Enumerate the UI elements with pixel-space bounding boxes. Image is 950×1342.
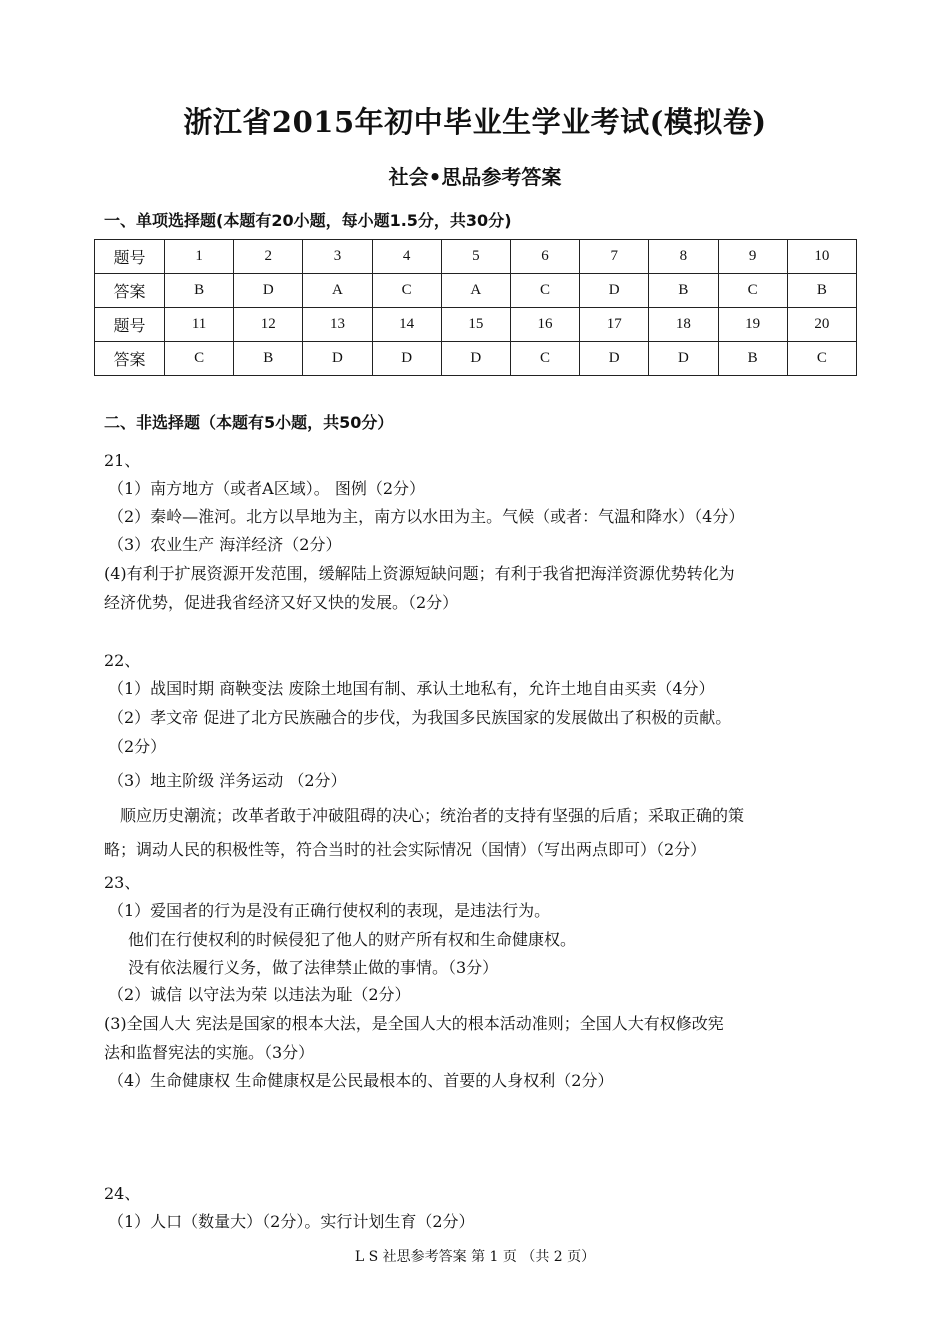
table-cell: C [787, 342, 856, 376]
q22-line-4: （3）地主阶级 洋务运动 （2分） [108, 771, 347, 790]
q24-number: 24、 [104, 1184, 141, 1203]
q24-line-1: （1）人口（数量大）（2分）。实行计划生育（2分） [108, 1212, 475, 1231]
section1-heading: 一、单项选择题(本题有20小题，每小题1.5分，共30分) [104, 211, 512, 230]
answer-table [94, 239, 857, 376]
q22-line-3: （2分） [108, 737, 167, 756]
table-cell: C [372, 274, 441, 308]
q23-line-2: 他们在行使权利的时候侵犯了他人的财产所有权和生命健康权。 [128, 930, 577, 949]
table-cell: 19 [718, 308, 787, 342]
table-cell: 12 [234, 308, 303, 342]
row-header-cell: 题号 [95, 308, 165, 342]
table-cell: B [718, 342, 787, 376]
table-cell: 7 [580, 240, 649, 274]
table-cell: D [649, 342, 718, 376]
table-cell: 15 [441, 308, 510, 342]
row-header-cell: 答案 [95, 274, 165, 308]
table-cell: A [303, 274, 372, 308]
table-cell: 2 [234, 240, 303, 274]
table-cell: 3 [303, 240, 372, 274]
table-cell: 9 [718, 240, 787, 274]
q21-line-1: （1）南方地方（或者A区域）。 图例（2分） [108, 479, 426, 498]
table-cell: 10 [787, 240, 856, 274]
table-row [95, 308, 857, 342]
table-cell: 8 [649, 240, 718, 274]
section2-heading: 二、非选择题（本题有5小题，共50分） [104, 413, 394, 432]
q23-number: 23、 [104, 873, 141, 892]
table-cell: 1 [165, 240, 234, 274]
table-cell: 11 [165, 308, 234, 342]
table-cell: 16 [510, 308, 579, 342]
table-cell: 17 [580, 308, 649, 342]
table-cell: A [441, 274, 510, 308]
table-cell: B [165, 274, 234, 308]
table-cell: B [649, 274, 718, 308]
table-cell: C [165, 342, 234, 376]
table-cell: B [234, 342, 303, 376]
q22-line-2: （2）孝文帝 促进了北方民族融合的步伐，为我国多民族国家的发展做出了积极的贡献。 [108, 708, 732, 727]
row-header-cell: 答案 [95, 342, 165, 376]
table-cell: 18 [649, 308, 718, 342]
table-cell: D [303, 342, 372, 376]
table-cell: 5 [441, 240, 510, 274]
page-title: 浙江省2015年初中毕业生学业考试(模拟卷) [183, 105, 767, 139]
table-cell: C [510, 342, 579, 376]
row-header-cell: 题号 [95, 240, 165, 274]
q22-line-1: （1）战国时期 商鞅变法 废除土地国有制、承认土地私有，允许土地自由买卖（4分） [108, 679, 715, 698]
q23-line-4: （2）诚信 以守法为荣 以违法为耻（2分） [108, 985, 411, 1004]
q23-line-7: （4）生命健康权 生命健康权是公民最根本的、首要的人身权利（2分） [108, 1071, 614, 1090]
table-cell: C [510, 274, 579, 308]
q21-line-4: (4)有利于扩展资源开发范围，缓解陆上资源短缺问题；有利于我省把海洋资源优势转化为 [104, 564, 735, 583]
q22-line-6: 略；调动人民的积极性等，符合当时的社会实际情况（国情）（写出两点即可）（2分） [104, 840, 707, 859]
q23-line-6: 法和监督宪法的实施。（3分） [104, 1043, 315, 1062]
table-cell: D [580, 274, 649, 308]
page-footer: L S 社思参考答案 第 1 页 （共 2 页） [354, 1249, 596, 1265]
table-cell: D [372, 342, 441, 376]
q21-line-2: （2）秦岭—淮河。北方以旱地为主，南方以水田为主。气候（或者：气温和降水）（4分） [108, 507, 745, 526]
table-row [95, 274, 857, 308]
table-cell: D [441, 342, 510, 376]
q22-line-5: 顺应历史潮流；改革者敢于冲破阻碍的决心；统治者的支持有坚强的后盾；采取正确的策 [120, 806, 745, 825]
table-cell: D [580, 342, 649, 376]
table-cell: 13 [303, 308, 372, 342]
table-cell: 6 [510, 240, 579, 274]
table-cell: B [787, 274, 856, 308]
q21-line-3: （3）农业生产 海洋经济（2分） [108, 535, 342, 554]
table-cell: 20 [787, 308, 856, 342]
page-subtitle: 社会•思品参考答案 [388, 165, 562, 189]
q23-line-3: 没有依法履行义务，做了法律禁止做的事情。（3分） [128, 958, 499, 977]
table-cell: D [234, 274, 303, 308]
table-cell: 14 [372, 308, 441, 342]
table-cell: C [718, 274, 787, 308]
q22-number: 22、 [104, 651, 141, 670]
q21-number: 21、 [104, 451, 141, 470]
q23-line-1: （1）爱国者的行为是没有正确行使权利的表现，是违法行为。 [108, 901, 551, 920]
table-row [95, 342, 857, 376]
table-cell: 4 [372, 240, 441, 274]
q21-line-5: 经济优势，促进我省经济又好又快的发展。（2分） [104, 593, 459, 612]
table-row [95, 240, 857, 274]
q23-line-5: (3)全国人大 宪法是国家的根本大法，是全国人大的根本活动准则；全国人大有权修改宪 [104, 1014, 724, 1033]
